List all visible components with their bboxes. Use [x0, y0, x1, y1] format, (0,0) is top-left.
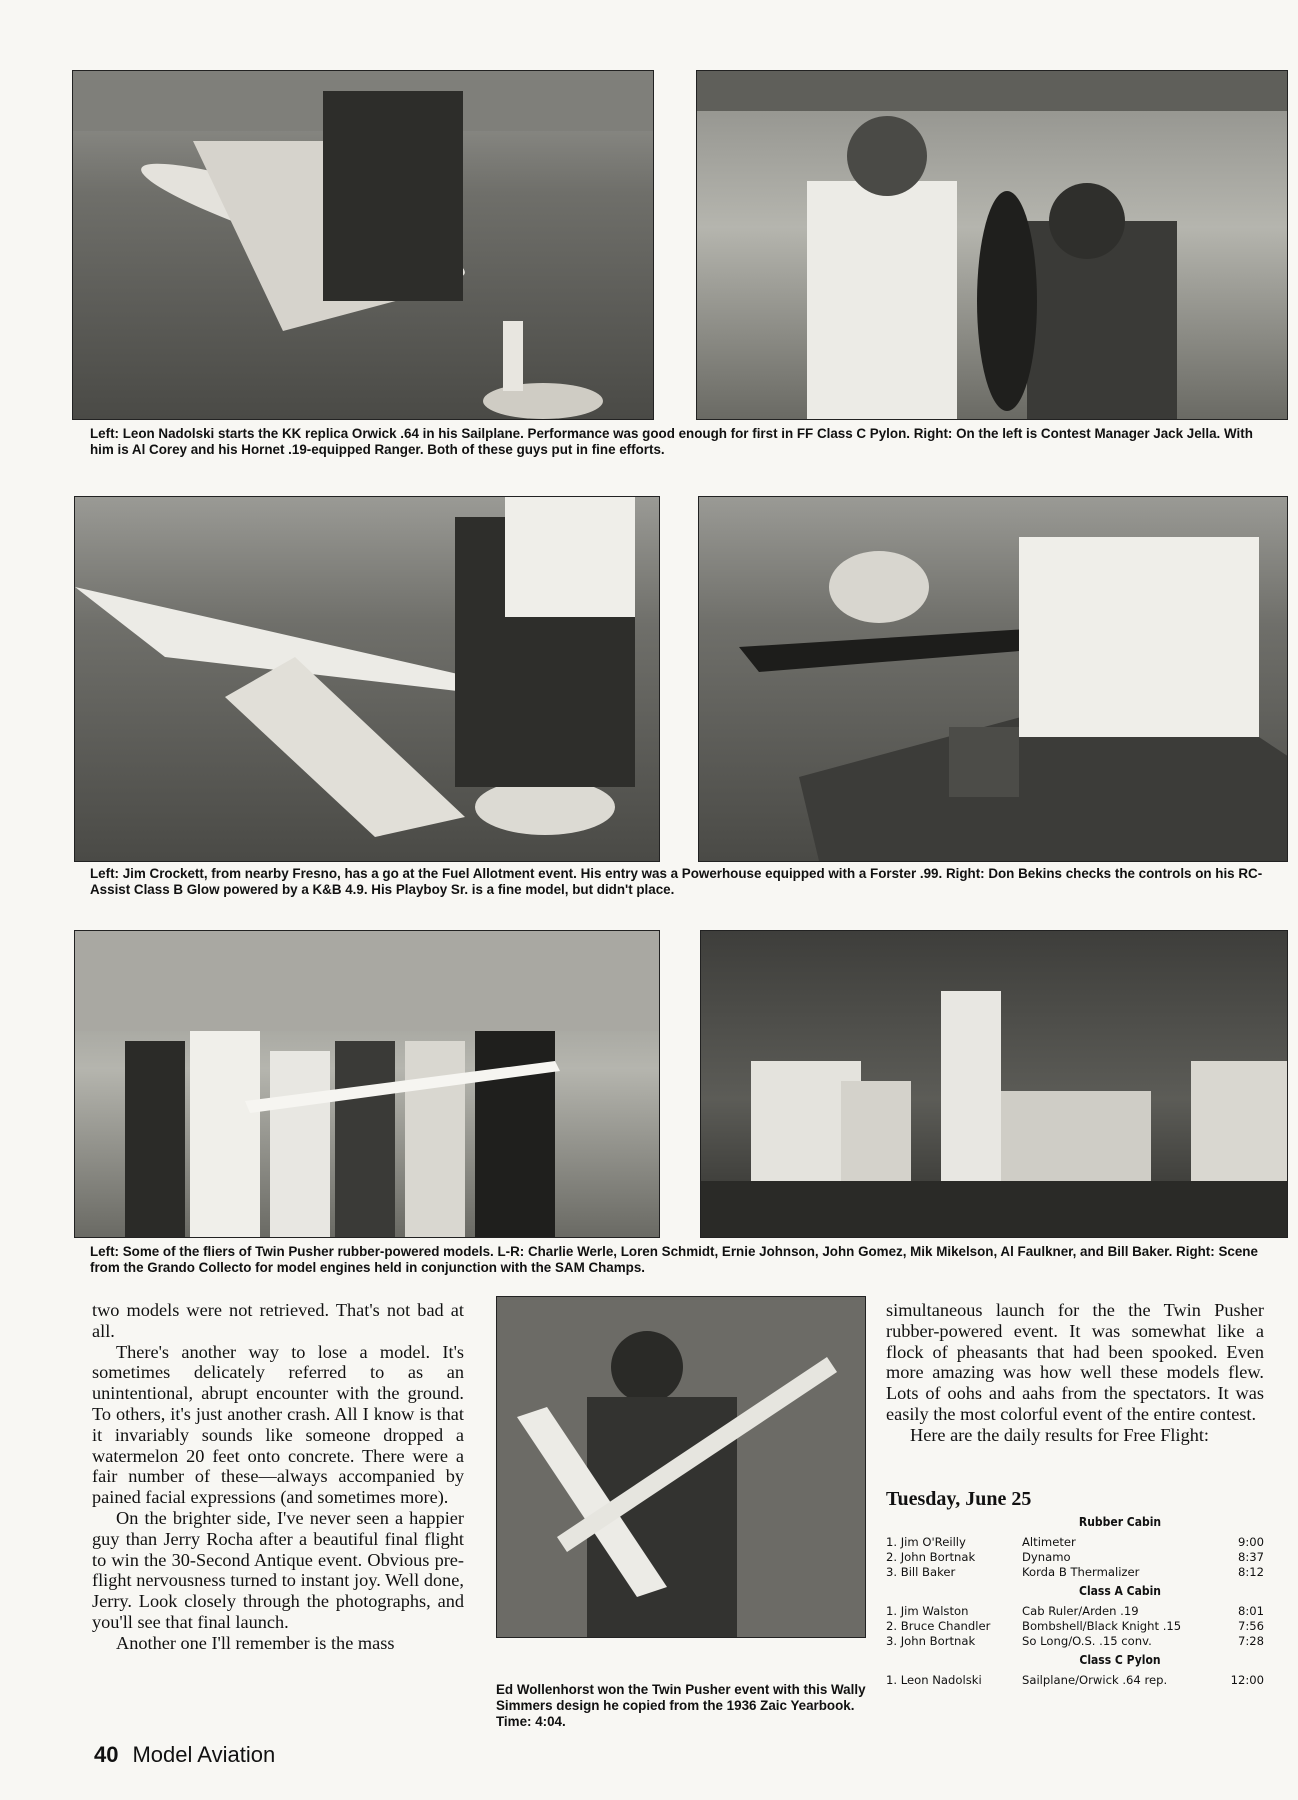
- results-event-heading: Class A Cabin: [1079, 1584, 1161, 1598]
- result-place: 2. John Bortnak: [886, 1550, 976, 1564]
- results-table: [886, 1604, 1264, 1649]
- results-day-heading: Tuesday, June 25: [886, 1488, 1032, 1510]
- result-model: Korda B Thermalizer: [1022, 1565, 1140, 1579]
- result-place: 3. John Bortnak: [886, 1634, 976, 1648]
- page-number: 40: [94, 1742, 119, 1767]
- photo-twin-pusher-fliers: [74, 930, 660, 1238]
- article-paragraph: On the brighter side, I've never seen a happier guy than Jerry Rocha after a beautiful final flight to win the 30-Second Antique event. Obvious pre-flight nervousness turned to instant joy. Well done, Jerry. Look closely through the photographs, and you'll see that final launch.: [92, 1507, 464, 1632]
- article-paragraph: There's another way to lose a model. It's sometimes delicately referred to as an unintentional, abrupt encounter with the ground. To others, it's just another crash. All I know is that it invariably sounds like someone dropped a watermelon 20 feet onto concrete. There were a fair number of these—always accompanied by pained facial expressions (and sometimes more).: [92, 1341, 464, 1508]
- photo-jim-crockett: [74, 496, 660, 862]
- table-row: [886, 1634, 1264, 1649]
- results-table: [886, 1673, 1264, 1688]
- table-row: [886, 1550, 1264, 1565]
- table-row: [886, 1673, 1264, 1688]
- result-place: 1. Jim O'Reilly: [886, 1535, 966, 1549]
- photo-caption-center: Ed Wollenhorst won the Twin Pusher event with this Wally Simmers design he copied from the 1936 Zaic Yearbook. Time: 4:04.: [496, 1682, 866, 1729]
- result-model: Sailplane/Orwick .64 rep.: [1022, 1673, 1168, 1687]
- results-table: [886, 1535, 1264, 1580]
- page-folio: [94, 1742, 275, 1768]
- result-model: So Long/O.S. .15 conv.: [1022, 1634, 1152, 1648]
- article-paragraph: simultaneous launch for the the Twin Pusher rubber-powered event. It was somewhat like a flock of pheasants that had been spooked. Even more amazing was how well these models flew. Lots of oohs and aahs from the spectators. It was easily the most colorful event of the entire contest.: [886, 1300, 1264, 1424]
- table-row: [886, 1565, 1264, 1580]
- photo-caption-row3: Left: Some of the fliers of Twin Pusher rubber-powered models. L-R: Charlie Werle, Loren Schmidt, Ernie Johnson, John Gomez, Mik Mikelson, Al Faulkner, and Bill Baker. Right: Scene from the Grando Collecto for model engines held in conjunction with the SAM Champs.: [90, 1244, 1258, 1275]
- result-time: 7:56: [1237, 1619, 1264, 1633]
- result-time: 7:28: [1237, 1634, 1264, 1648]
- result-model: Dynamo: [1022, 1550, 1071, 1564]
- photo-don-bekins: [698, 496, 1288, 862]
- result-time: 8:37: [1237, 1550, 1264, 1564]
- photo-grando-collecto: [700, 930, 1288, 1238]
- result-place: 1. Jim Walston: [886, 1604, 969, 1618]
- result-model: Cab Ruler/Arden .19: [1022, 1604, 1139, 1618]
- result-time: 8:12: [1237, 1565, 1264, 1579]
- photo-jack-jella-al-corey: [696, 70, 1288, 420]
- article-paragraph: Here are the daily results for Free Flight:: [910, 1424, 1210, 1445]
- article-column-left: [92, 1300, 464, 1654]
- article-column-right: [886, 1300, 1264, 1446]
- article-paragraph: two models were not retrieved. That's not bad at all.: [92, 1300, 464, 1341]
- photo-caption-row1: Left: Leon Nadolski starts the KK replica Orwick .64 in his Sailplane. Performance was good enough for first in FF Class C Pylon. Right: On the left is Contest Manager Jack Jella. With him is Al Corey and his Hornet .19-equipped Ranger. Both of these guys put in fine efforts.: [90, 426, 1253, 457]
- magazine-name: Model Aviation: [132, 1742, 276, 1767]
- photo-caption-row2: Left: Jim Crockett, from nearby Fresno, has a go at the Fuel Allotment event. His entry was a Powerhouse equipped with a Forster .99. Right: Don Bekins checks the controls on his RC-Assist Class B Glow powered by a K&B 4.9. His Playboy Sr. is a fine model, but didn't place.: [90, 866, 1263, 897]
- result-place: 3. Bill Baker: [886, 1565, 956, 1579]
- result-time: 12:00: [1230, 1673, 1264, 1687]
- results-event-heading: Rubber Cabin: [1078, 1515, 1162, 1529]
- result-place: 2. Bruce Chandler: [886, 1619, 991, 1633]
- table-row: [886, 1604, 1264, 1619]
- photo-leon-nadolski: [72, 70, 654, 420]
- results-section: [886, 1488, 1264, 1688]
- article-paragraph: Another one I'll remember is the mass: [116, 1632, 395, 1653]
- photo-ed-wollenhorst: [496, 1296, 866, 1638]
- results-event-heading: Class C Pylon: [1079, 1653, 1161, 1667]
- result-model: Altimeter: [1022, 1535, 1076, 1549]
- result-time: 8:01: [1237, 1604, 1264, 1618]
- table-row: [886, 1619, 1264, 1634]
- result-model: Bombshell/Black Knight .15: [1022, 1619, 1182, 1633]
- result-time: 9:00: [1237, 1535, 1264, 1549]
- result-place: 1. Leon Nadolski: [886, 1673, 982, 1687]
- table-row: [886, 1535, 1264, 1550]
